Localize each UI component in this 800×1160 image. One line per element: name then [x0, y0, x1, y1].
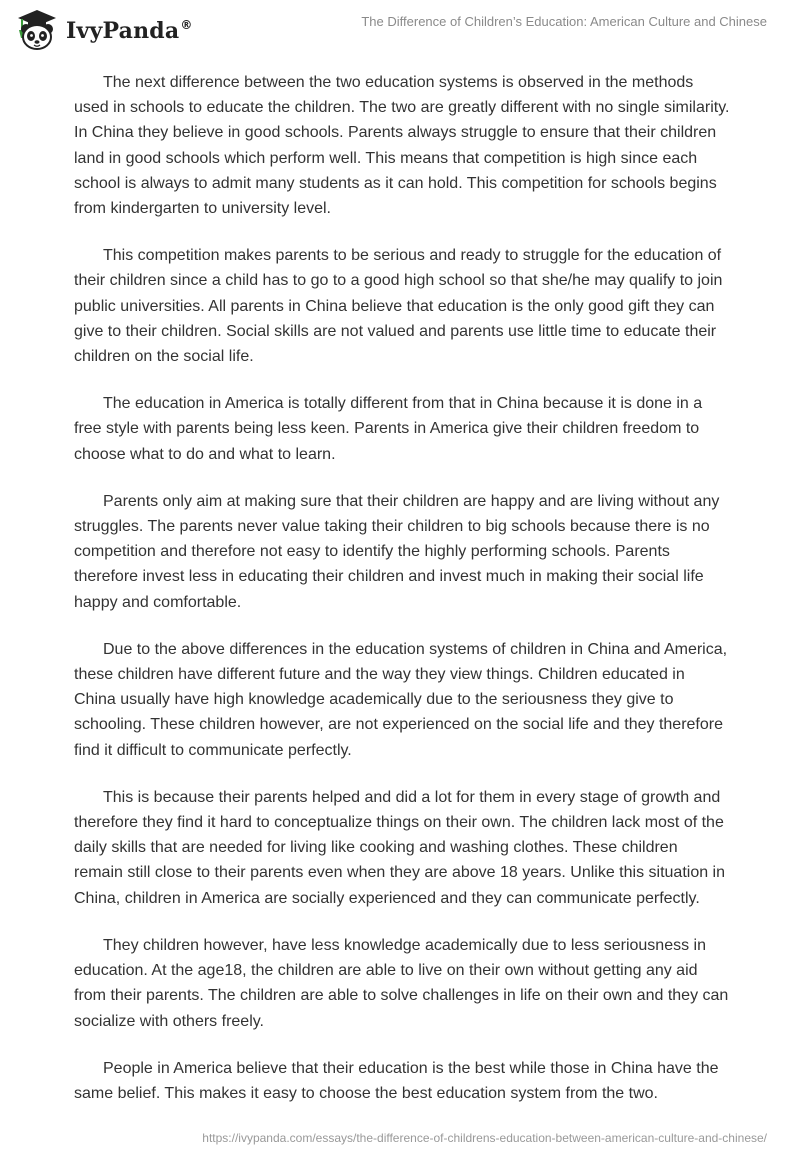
document-title: The Difference of Children’s Education: American Culture and Chinese: [361, 14, 767, 29]
essay-paragraph: Due to the above differences in the education systems of children in China and America, these children have different future and the way they view things. Children educated in China usually have high knowledge academically due to the seriousness they give to schooling. These children however, are not experienced on the social life and they therefore find it difficult to communicate perfectly.: [74, 640, 728, 759]
essay-body: [74, 70, 730, 1128]
source-url-link[interactable]: https://ivypanda.com/essays/the-difference-of-childrens-education-between-american-culture-and-chinese/: [202, 1131, 767, 1145]
page-header: [0, 0, 800, 60]
essay-paragraph: They children however, have less knowledge academically due to less seriousness in education. At the age18, the children are able to live on their own without getting any aid from their parents. The children are able to solve challenges in life on their own and they can socialize with others freely.: [74, 936, 729, 1030]
panda-logo-icon: [14, 8, 60, 52]
essay-paragraph: This is because their parents helped and did a lot for them in every stage of growth and therefore they find it hard to conceptualize things on their own. The children lack most of the daily skills that are needed for living like cooking and washing clothes. These children remain still close to their parents even when they are above 18 years. Unlike this situation in China, children in America are socially experienced and they can communicate perfectly.: [74, 788, 726, 907]
essay-paragraph: The next difference between the two education systems is observed in the methods used in schools to educate the children. The two are greatly different with no single similarity. In China they believe in good schools. Parents always struggle to ensure that their children land in good schools which perform well. This means that competition is high since each school is always to admit many students as it can hold. This competition for schools begins from kindergarten to university level.: [74, 74, 730, 218]
essay-paragraph: Parents only aim at making sure that their children are happy and are living without any struggles. The parents never value taking their children to big schools because there is no competition and therefore not easy to identify the highly performing schools. Parents therefore invest less in educating their children and invest much in making their social life happy and comfortable.: [74, 492, 720, 611]
logo-registered-mark: ®: [180, 18, 193, 32]
logo-text: IvyPanda®: [66, 18, 193, 44]
essay-paragraph: People in America believe that their education is the best while those in China have the same belief. This makes it easy to choose the best education system from the two.: [74, 1059, 719, 1102]
essay-paragraph: This competition makes parents to be serious and ready to struggle for the education of their children since a child has to go to a good high school so that she/he may qualify to join public universities. All parents in China believe that education is the only good gift they can give to their children. Social skills are not valued and parents use little time to educate their children on the social life.: [74, 247, 723, 366]
essay-paragraph: The education in America is totally different from that in China because it is done in a free style with parents being less keen. Parents in America give their children freedom to choose what to do and what to learn.: [74, 395, 703, 463]
ivypanda-logo[interactable]: [14, 8, 193, 52]
